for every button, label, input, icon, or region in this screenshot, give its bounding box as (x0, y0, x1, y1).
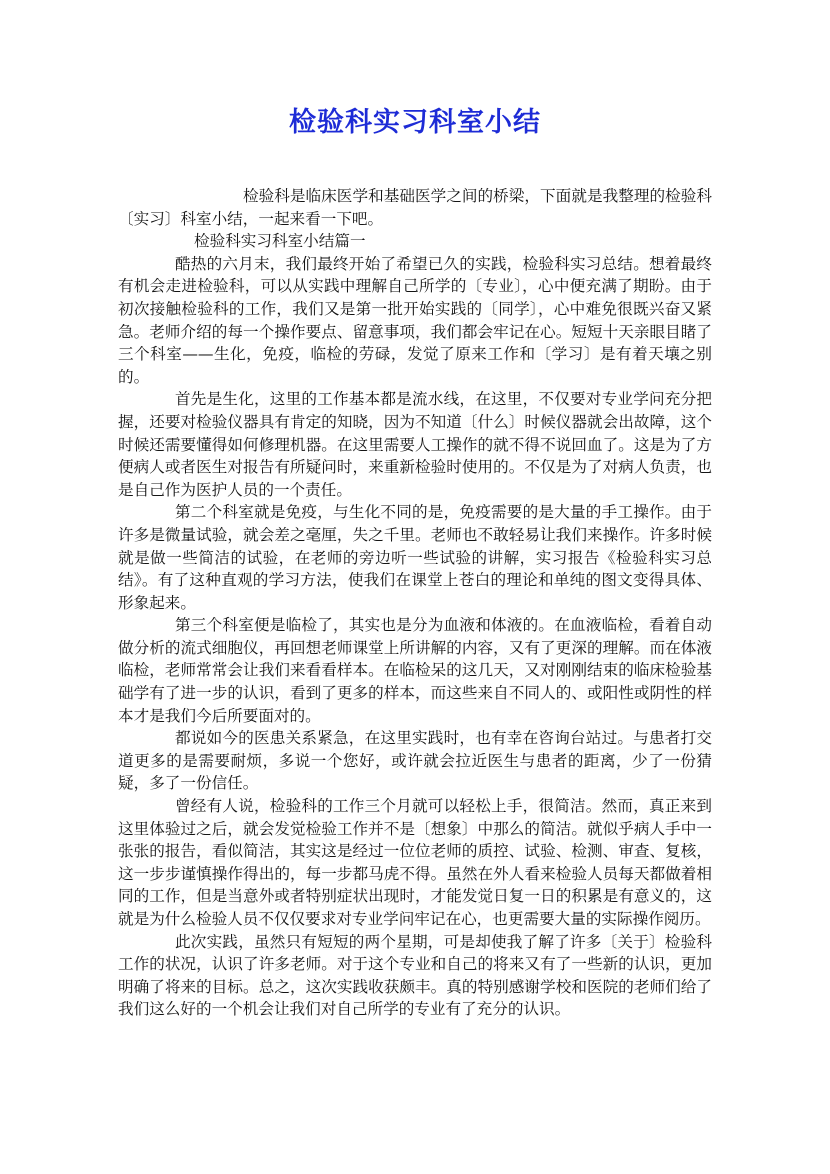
body-paragraph: 第三个科室便是临检了，其实也是分为血液和体液的。在血液临检，看着自动做分析的流式细胞仪，再回想老师课堂上所讲解的内容，又有了更深的理解。而在体液临检，老师常常会让我们来看看样本。在临检呆的这几天，又对刚刚结束的临床检验基础学有了进一步的认识，看到了更多的样本，而这些来自不同人的、或阳性或阴性的样本才是我们今后所要面对的。 (118, 616, 712, 725)
document-body (118, 185, 712, 1021)
body-paragraph: 都说如今的医患关系紧急，在这里实践时，也有幸在咨询台站过。与患者打交道更多的是需要耐烦，多说一个您好，或许就会拉近医生与患者的距离，少了一份猜疑，多了一份信任。 (118, 729, 712, 793)
intro-paragraph: 检验科是临床医学和基础医学之间的桥梁，下面就是我整理的检验科〔实习〕科室小结，一起来看一下吧。 (118, 187, 712, 228)
section-heading: 检验科实习科室小结篇一 (194, 232, 366, 251)
body-paragraph: 首先是生化，这里的工作基本都是流水线，在这里，不仅要对专业学问充分把握，还要对检验仪器具有肯定的知晓，因为不知道〔什么〕时候仪器就会出故障，这个时候还需要懂得如何修理机器。在这里需要人工操作的就不得不说回血了。这是为了方便病人或者医生对报告有所疑问时，来重新检验时使用的。不仅是为了对病人负责，也是自己作为医护人员的一个责任。 (118, 390, 712, 499)
body-paragraph: 酷热的六月末，我们最终开始了希望已久的实践，检验科实习总结。想着最终有机会走进检验科，可以从实践中理解自己所学的〔专业〕，心中便充满了期盼。由于初次接触检验科的工作，我们又是第一批开始实践的〔同学〕，心中难免很既兴奋又紧急。老师介绍的每一个操作要点、留意事项，我们都会牢记在心。短短十天亲眼目睹了三个科室——生化，免疫，临检的劳碌，发觉了原来工作和〔学习〕是有着天壤之别的。 (118, 254, 712, 386)
body-paragraph: 曾经有人说，检验科的工作三个月就可以轻松上手，很简洁。然而，真正来到这里体验过之后，就会发觉检验工作并不是〔想象〕中那么的简洁。就似乎病人手中一张张的报告，看似简洁，其实这是经过一位位老师的质控、试验、检测、审查、复核，这一步步谨慎操作得出的，每一步都马虎不得。虽然在外人看来检验人员每天都做着相同的工作，但是当意外或者特别症状出现时，才能发觉日复一日的积累是有意义的，这就是为什么检验人员不仅仅要求对专业学问牢记在心，也更需要大量的实际操作阅历。 (118, 797, 712, 928)
body-paragraph: 第二个科室就是免疫，与生化不同的是，免疫需要的是大量的手工操作。由于许多是微量试验，就会差之毫厘，失之千里。老师也不敢轻易让我们来操作。许多时候就是做一些简洁的试验，在老师的旁边听一些试验的讲解，实习报告《检验科实习总结》。有了这种直观的学习方法，使我们在课堂上苍白的理论和单纯的图文变得具体、形象起来。 (118, 503, 712, 612)
page-title: 检验科实习科室小结 (289, 107, 541, 138)
body-paragraph: 此次实践，虽然只有短短的两个星期，可是却使我了解了许多〔关于〕检验科工作的状况，认识了许多老师。对于这个专业和自己的将来又有了一些新的认识，更加明确了将来的目标。总之，这次实践收获颇丰。真的特别感谢学校和医院的老师们给了我们这么好的一个机会让我们对自己所学的专业有了充分的认识。 (118, 932, 712, 1019)
